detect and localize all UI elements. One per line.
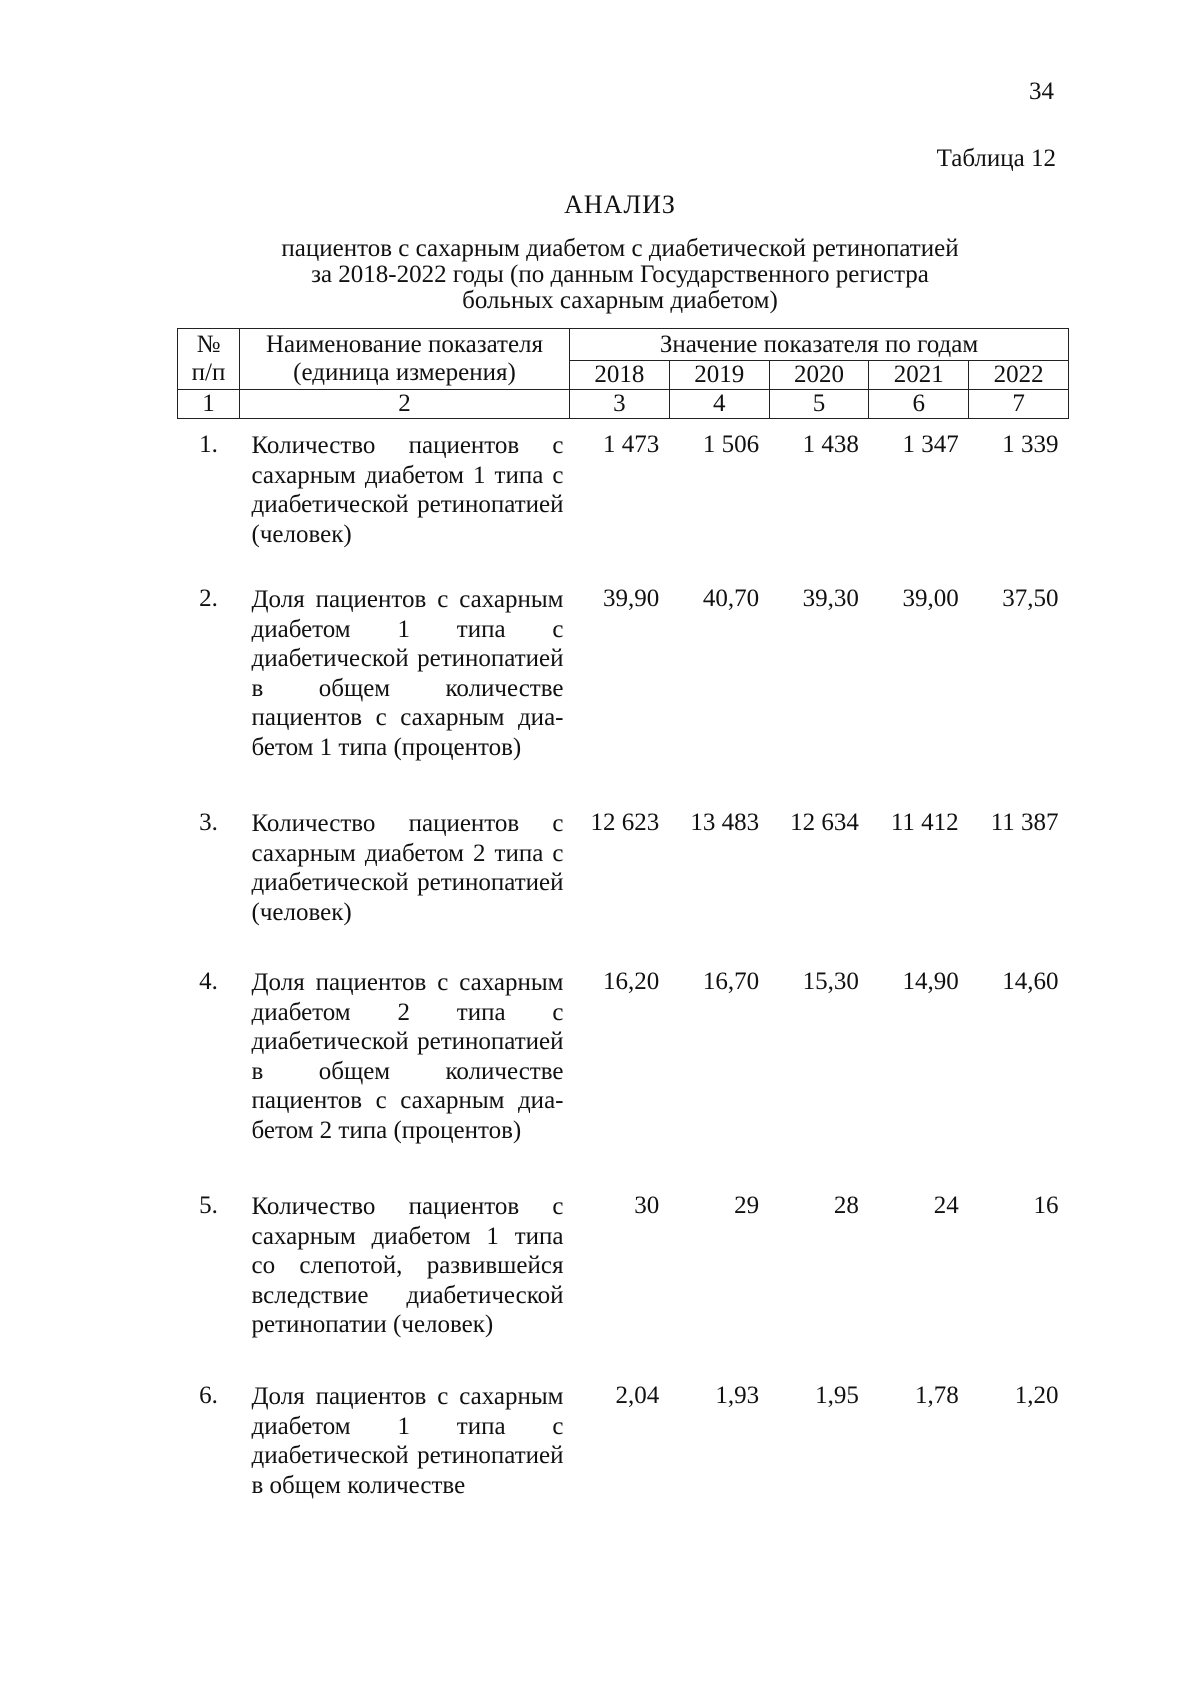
column-number-3: 3 [570,390,670,419]
page-number: 34 [1029,78,1054,105]
column-number-1: 1 [178,390,240,419]
value-2019: 16,70 [702,968,760,995]
column-number-6: 6 [869,390,969,419]
header-number-abbr: п/п [191,359,226,386]
value-2018: 2,04 [615,1382,660,1409]
value-2021: 1 347 [902,431,959,458]
value-2021: 24 [933,1192,959,1219]
value-2018: 30 [634,1192,660,1219]
value-2022: 11 387 [990,809,1059,836]
table-row [178,1370,1069,1512]
value-2022: 1 339 [1002,431,1059,458]
subtitle-line: больных сахарным диабетом) [462,287,778,314]
header-indicator-unit: (единица измерения) [293,359,516,386]
indicator-name: Доля пациентов с сахарным диабетом 1 типа с диабетической ретинопатией в общем количестве пациентов с сахарным диабетом 1 типа (процентов) [251,586,564,761]
table-row [178,797,1069,956]
indicator-name: Количество пациентов с сахарным диабетом 1 типа со слепотой, развившейся вследствие диабетической ретинопатии (человек) [251,1193,564,1338]
table-row [178,573,1069,797]
value-2020: 39,30 [802,585,859,612]
retinopathy-analysis-table [177,328,1069,1512]
value-2020: 1,95 [815,1382,859,1409]
header-year-2021: 2021 [869,361,969,390]
header-year-2018: 2018 [570,361,670,390]
row-number: 2. [199,585,218,612]
row-number: 6. [199,1382,218,1409]
value-2019: 13 483 [690,809,760,836]
table-row [178,956,1069,1180]
header-values-by-year: Значение показателя по годам [570,329,1069,361]
header-year-2020: 2020 [769,361,869,390]
header-indicator-cell [240,329,570,390]
value-2018: 39,90 [603,585,660,612]
value-2020: 28 [833,1192,859,1219]
value-2019: 1,93 [715,1382,760,1409]
header-year-2022: 2022 [969,361,1069,390]
subtitle-line: пациентов с сахарным диабетом с диабетической ретинопатией [281,235,959,262]
column-number-2: 2 [240,390,570,419]
column-number-5: 5 [769,390,869,419]
value-2022: 1,20 [1014,1382,1059,1409]
value-2020: 12 634 [790,809,859,836]
value-2022: 16 [1033,1192,1059,1219]
row-number: 1. [199,431,218,458]
column-number-7: 7 [969,390,1069,419]
indicator-name: Количество пациентов с сахарным диабетом 2 типа с диабетической ретинопатией (человек) [251,810,564,926]
table-row [178,1180,1069,1370]
value-2022: 37,50 [1002,585,1059,612]
table-label: Таблица 12 [936,145,1056,172]
column-number-4: 4 [669,390,769,419]
header-indicator-name: Наименование показателя [265,331,544,358]
row-number: 5. [199,1192,218,1219]
value-2021: 14,90 [902,968,959,995]
value-2020: 1 438 [802,431,859,458]
value-2018: 16,20 [603,968,660,995]
row-number: 3. [199,809,218,836]
indicator-name: Доля пациентов с сахарным диабетом 1 типа с диабетической ретинопатией в общем количестве [251,1383,564,1499]
document-title: АНАЛИЗ [564,190,676,219]
header-number-cell [178,329,240,390]
value-2022: 14,60 [1002,968,1059,995]
indicator-name: Количество пациентов с сахарным диабетом 1 типа с диабетической ретинопатией (человек) [251,432,564,548]
value-2020: 15,30 [802,968,859,995]
document-subtitle [180,236,1060,314]
value-2019: 40,70 [702,585,760,612]
value-2018: 12 623 [590,809,660,836]
value-2019: 1 506 [702,431,760,458]
header-number-sign: № [196,331,221,358]
table-row [178,419,1069,574]
indicator-name: Доля пациентов с сахарным диабетом 2 типа с диабетической ретинопатией в общем количестве пациентов с сахарным диабетом 2 типа (процентов) [251,969,564,1144]
value-2021: 1,78 [914,1382,959,1409]
header-year-2019: 2019 [669,361,769,390]
row-number: 4. [199,968,218,995]
value-2018: 1 473 [603,431,660,458]
value-2019: 29 [734,1192,760,1219]
value-2021: 11 412 [890,809,959,836]
subtitle-line: за 2018-2022 годы (по данным Государственного регистра [311,261,929,288]
value-2021: 39,00 [902,585,959,612]
